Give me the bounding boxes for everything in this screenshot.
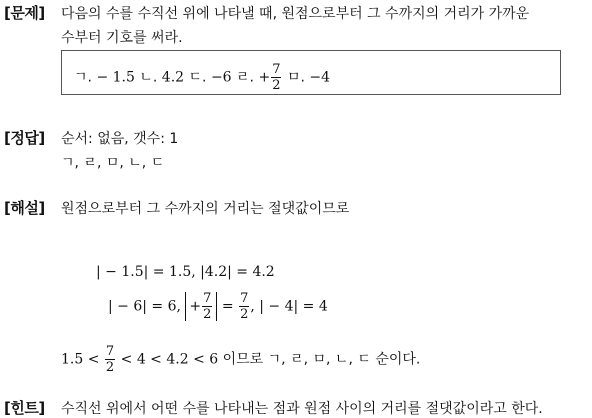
order-line bbox=[61, 345, 420, 374]
equation-fraction-1-numerator: 7 bbox=[203, 291, 212, 306]
order-inequality-end: < 4 < 4.2 < 6 bbox=[120, 351, 219, 368]
options-row bbox=[74, 63, 330, 92]
equation-fraction-1 bbox=[202, 292, 212, 321]
option-c-label: ㄷ. bbox=[188, 69, 207, 86]
options-box bbox=[61, 50, 561, 95]
option-d-numerator: 7 bbox=[272, 62, 281, 77]
order-inequality-start: 1.5 < bbox=[61, 351, 100, 368]
equation-fraction-2-denominator: 2 bbox=[240, 307, 249, 322]
problem-text-line2: 수부터 기호를 써라. bbox=[61, 30, 183, 46]
equation-abs-fraction bbox=[185, 292, 217, 321]
equation-line-2 bbox=[108, 292, 328, 321]
hint-tag: [힌트] bbox=[4, 399, 45, 417]
equation-fraction-1-denominator: 2 bbox=[203, 307, 212, 322]
option-d-fraction bbox=[271, 63, 281, 92]
problem-tag: [문제] bbox=[4, 4, 45, 22]
option-a-value: − 1.5 bbox=[96, 69, 135, 86]
order-conclusion: 이므로 ㄱ, ㄹ, ㅁ, ㄴ, ㄷ 순이다. bbox=[222, 351, 421, 368]
option-d-label: ㄹ. bbox=[236, 69, 255, 86]
answer-text-line2: ㄱ, ㄹ, ㅁ, ㄴ, ㄷ bbox=[61, 155, 165, 171]
explanation-text-line1: 원점으로부터 그 수까지의 거리는 절댓값이므로 bbox=[61, 201, 350, 217]
option-d-denominator: 2 bbox=[272, 78, 281, 93]
option-d-sign: + bbox=[258, 69, 271, 86]
equation-equals: = bbox=[221, 298, 234, 315]
option-e-label: ㅁ. bbox=[286, 69, 305, 86]
order-fraction-numerator: 7 bbox=[105, 344, 115, 359]
equation-abs-minus6: | − 6| = 6, bbox=[108, 298, 181, 315]
order-fraction bbox=[105, 345, 115, 374]
hint-text: 수직선 위에서 어떤 수를 나타내는 점과 원점 사이의 거리를 절댓값이라고 한다. bbox=[61, 401, 543, 417]
order-fraction-denominator: 2 bbox=[105, 360, 115, 375]
equation-abs-minus4: , | − 4| = 4 bbox=[250, 298, 328, 315]
answer-tag: [정답] bbox=[4, 129, 45, 147]
option-e-value: −4 bbox=[309, 69, 331, 86]
problem-text-line1: 다음의 수를 수직선 위에 나타낼 때, 원점으로부터 그 수까지의 거리가 가까운 bbox=[61, 6, 530, 22]
option-a-label: ㄱ. bbox=[74, 69, 92, 86]
explanation-tag: [해설] bbox=[4, 199, 45, 217]
answer-text-line1: 순서: 없음, 갯수: 1 bbox=[61, 131, 179, 147]
equation-fraction-2 bbox=[239, 292, 249, 321]
option-b-label: ㄴ. bbox=[139, 69, 158, 86]
equation-line-1: | − 1.5| = 1.5, |4.2| = 4.2 bbox=[96, 264, 275, 280]
equation-fraction-2-numerator: 7 bbox=[240, 291, 249, 306]
option-b-value: 4.2 bbox=[161, 69, 185, 86]
option-c-value: −6 bbox=[210, 69, 232, 86]
equation-frac-sign: + bbox=[189, 298, 202, 315]
